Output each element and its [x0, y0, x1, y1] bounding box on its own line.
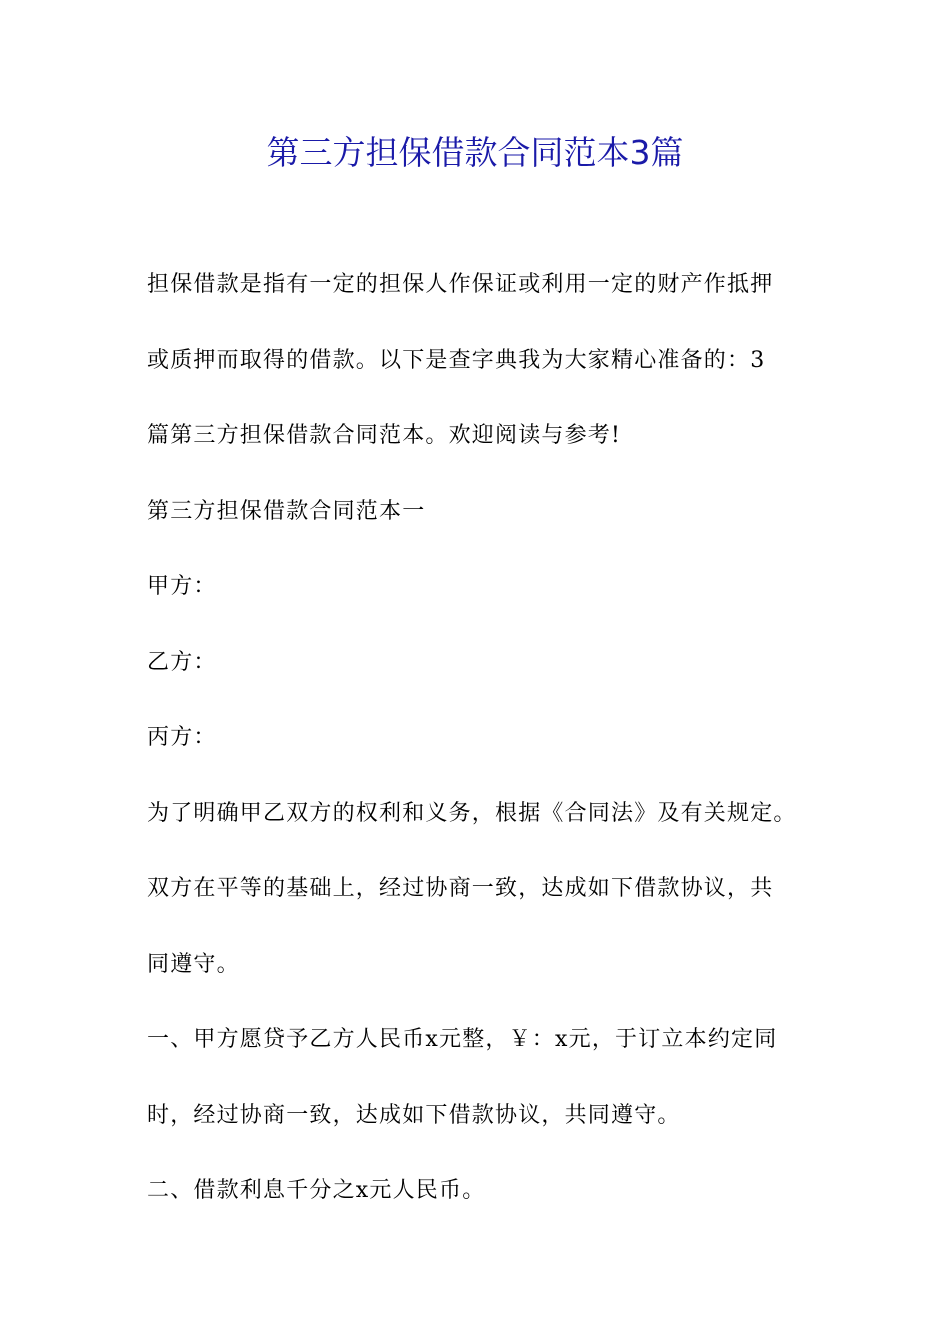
- paragraph-line: 担保借款是指有一定的担保人作保证或利用一定的财产作抵押: [147, 272, 774, 297]
- clause-line: 一、甲方愿贷予乙方人民币x元整，￥：x元，于订立本约定同: [147, 1027, 778, 1052]
- party-c-label: 丙方：: [147, 725, 217, 750]
- paragraph-line: 为了明确甲乙双方的权利和义务，根据《合同法》及有关规定。: [147, 800, 797, 826]
- document-title: 第三方担保借款合同范本3篇: [266, 133, 684, 172]
- document-body: [147, 260, 817, 1242]
- paragraph-line: 双方在平等的基础上，经过协商一致，达成如下借款协议，共: [147, 876, 774, 901]
- party-a-label: 甲方：: [147, 574, 217, 599]
- paragraph-line: 同遵守。: [147, 951, 240, 977]
- section-heading: 第三方担保借款合同范本一: [147, 498, 426, 524]
- party-b-label: 乙方：: [147, 649, 217, 675]
- clause-line: 二、借款利息千分之x元人民币。: [147, 1178, 486, 1203]
- paragraph-line: 或质押而取得的借款。以下是查字典我为大家精心准备的：3: [147, 347, 766, 373]
- paragraph-line: 篇第三方担保借款合同范本。欢迎阅读与参考!: [147, 423, 622, 448]
- clause-line: 时，经过协商一致，达成如下借款协议，共同遵守。: [147, 1102, 681, 1128]
